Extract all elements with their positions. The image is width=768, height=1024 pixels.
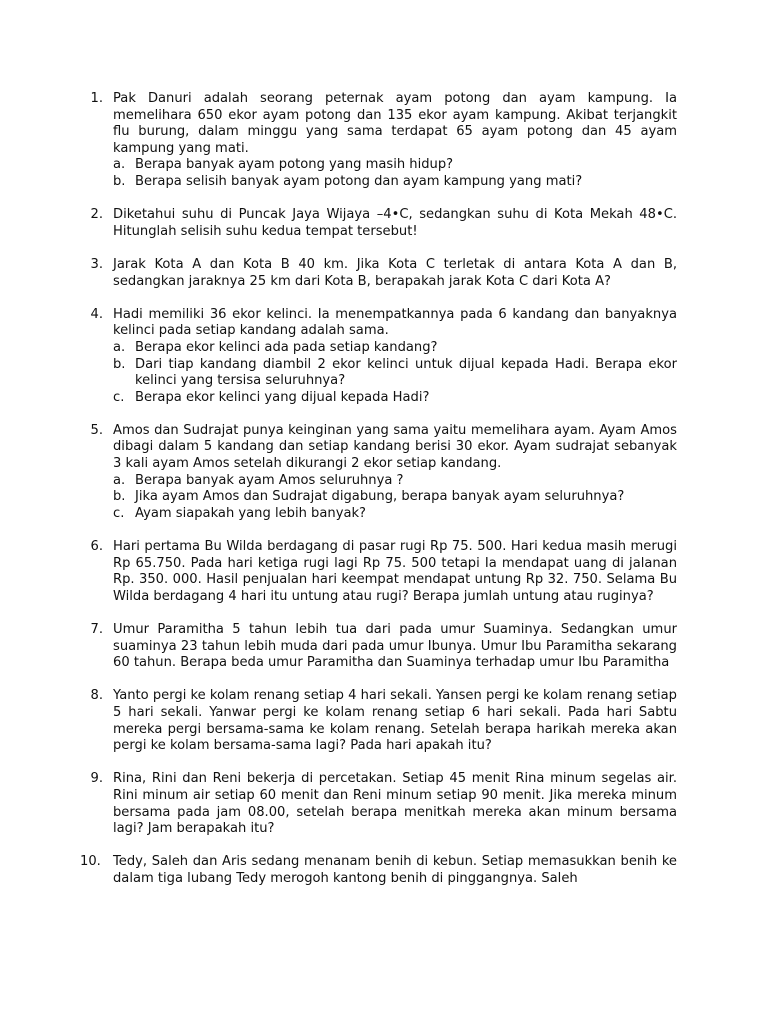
- sub-question: [113, 357, 677, 390]
- question-list: [80, 91, 677, 904]
- question-item: [80, 539, 677, 605]
- question-item: [80, 688, 677, 754]
- sub-question: [113, 157, 677, 174]
- sub-question-text: Berapa selisih banyak ayam potong dan ayam kampung yang mati?: [135, 173, 583, 189]
- sub-question-letter: b.: [113, 489, 126, 505]
- question-number: 2.: [90, 207, 103, 223]
- question-text: Jarak Kota A dan Kota B 40 km. Jika Kota C terletak di antara Kota A dan B, sedangkan jaraknya 25 km dari Kota B, berapakah jarak Kota C dari Kota A?: [113, 256, 677, 289]
- sub-question-letter: b.: [113, 173, 126, 189]
- sub-question-text: Berapa banyak ayam potong yang masih hidup?: [135, 157, 454, 173]
- question-item: [80, 257, 677, 290]
- sub-question: [113, 506, 677, 523]
- question-text: Hadi memiliki 36 ekor kelinci. Ia menempatkannya pada 6 kandang dan banyaknya kelinci pada setiap kandang adalah sama.: [113, 306, 677, 339]
- question-item: [80, 423, 677, 523]
- question-number: 6.: [90, 539, 103, 555]
- sub-question-letter: a.: [113, 472, 126, 488]
- sub-question: [113, 340, 677, 357]
- sub-question: [113, 390, 677, 407]
- sub-question-text: Ayam siapakah yang lebih banyak?: [135, 505, 367, 521]
- question-item: [80, 91, 677, 191]
- sub-question-letter: c.: [113, 505, 125, 521]
- sub-question-text: Berapa ekor kelinci yang dijual kepada Hadi?: [135, 389, 430, 405]
- sub-question-text: Berapa banyak ayam Amos seluruhnya ?: [135, 472, 404, 488]
- question-number: 7.: [90, 622, 103, 637]
- question-text: Hari pertama Bu Wilda berdagang di pasar rugi Rp 75. 500. Hari kedua masih merugi Rp 65.750. Pada hari ketiga rugi lagi Rp 75. 500 tetapi Ia mendapat uang di jalanan Rp. 350. 000. Hasil penjualan hari keempat mendapat untung Rp 32. 750. Selama Bu Wilda berdagang 4 hari itu untung atau rugi? Berapa jumlah untung atau ruginya?: [113, 539, 677, 604]
- question-item: [80, 207, 677, 240]
- sub-question-letter: a.: [113, 157, 126, 173]
- sub-question-letter: b.: [113, 356, 126, 372]
- question-text: Tedy, Saleh dan Aris sedang menanam benih di kebun. Setiap memasukkan benih ke dalam tiga lubang Tedy merogoh kantong benih di pinggangnya. Saleh: [113, 854, 677, 886]
- question-number: 4.: [90, 306, 103, 322]
- sub-question-text: Berapa ekor kelinci ada pada setiap kandang?: [135, 339, 438, 355]
- question-item: [80, 771, 677, 837]
- question-number: 9.: [90, 771, 103, 787]
- sub-question-text: Jika ayam Amos dan Sudrajat digabung, berapa banyak ayam seluruhnya?: [135, 489, 625, 505]
- question-item: [80, 622, 677, 672]
- question-number: 8.: [90, 688, 103, 704]
- sub-question-letter: a.: [113, 339, 126, 355]
- sub-question: [113, 174, 677, 191]
- question-number: 10.: [80, 854, 101, 870]
- question-text: Rina, Rini dan Reni bekerja di percetakan. Setiap 45 menit Rina minum segelas air. Rini minum air setiap 60 menit dan Reni minum setiap 90 menit. Jika mereka minum bersama pada jam 08.00, setelah berapa menitkah mereka akan minum bersama lagi? Jam berapakah itu?: [113, 771, 677, 837]
- question-item: [80, 854, 677, 887]
- question-number: 1.: [90, 91, 103, 106]
- sub-question: [113, 473, 677, 490]
- question-text: Umur Paramitha 5 tahun lebih tua dari pada umur Suaminya. Sedangkan umur suaminya 23 tahun lebih muda dari pada umur Ibunya. Umur Ibu Paramitha sekarang 60 tahun. Berapa beda umur Paramitha dan Suaminya terhadap umur Ibu Paramitha: [113, 622, 677, 671]
- question-text: Yanto pergi ke kolam renang setiap 4 hari sekali. Yansen pergi ke kolam renang setiap 5 hari sekali. Yanwar pergi ke kolam renang setiap 6 hari sekali. Pada hari Sabtu mereka pergi bersama-sama ke kolam renang. Setelah berapa harikah mereka akan pergi ke kolam bersama-sama lagi? Pada hari apakah itu?: [113, 688, 677, 754]
- sub-question-letter: c.: [113, 389, 125, 405]
- question-number: 5.: [90, 422, 103, 438]
- sub-question: [113, 489, 677, 506]
- question-number: 3.: [90, 256, 103, 272]
- sub-question-text: Dari tiap kandang diambil 2 ekor kelinci untuk dijual kepada Hadi. Berapa ekor kelinci yang tersisa seluruhnya?: [135, 356, 677, 389]
- question-text: Pak Danuri adalah seorang peternak ayam potong dan ayam kampung. Ia memelihara 650 ekor ayam potong dan 135 ekor ayam kampung. Akibat terjangkit flu burung, dalam minggu yang sama terdapat 65 ayam potong dan 45 ayam kampung yang mati.: [113, 91, 677, 156]
- question-text: Diketahui suhu di Puncak Jaya Wijaya –4•C, sedangkan suhu di Kota Mekah 48•C. Hitunglah selisih suhu kedua tempat tersebut!: [113, 207, 677, 239]
- question-item: [80, 307, 677, 407]
- question-text: Amos dan Sudrajat punya keinginan yang sama yaitu memelihara ayam. Ayam Amos dibagi dalam 5 kandang dan setiap kandang berisi 30 ekor. Ayam sudrajat sebanyak 3 kali ayam Amos setelah dikurangi 2 ekor setiap kandang.: [113, 422, 677, 472]
